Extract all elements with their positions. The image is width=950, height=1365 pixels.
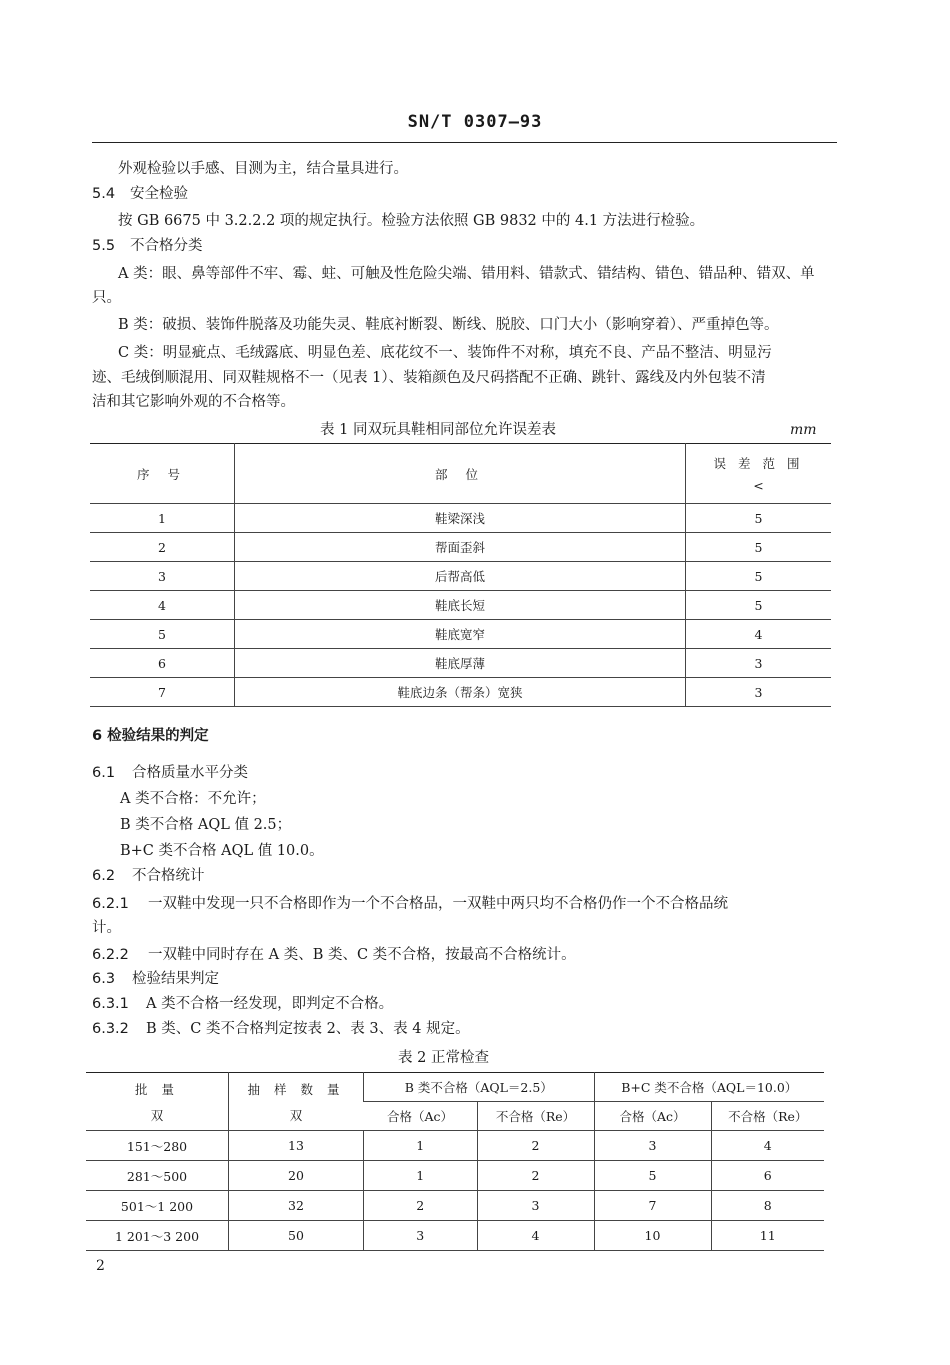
table2-header-b-ac: 合格（Ac） <box>364 1102 478 1131</box>
section-number: 6.2.2 <box>92 947 129 963</box>
table2-cell-bc-ac: 10 <box>594 1221 711 1251</box>
table1-cell-part: 鞋梁深浅 <box>235 504 686 533</box>
table1-cell-part: 鞋底长短 <box>235 591 686 620</box>
section-number: 6.1 <box>92 765 116 781</box>
table1-cell-index: 6 <box>90 649 235 678</box>
table2 <box>86 1072 824 1251</box>
table2-header-row <box>86 1073 824 1102</box>
table1-cell-tolerance: 5 <box>686 591 832 620</box>
section-number: 5.4 <box>92 186 116 202</box>
table1-row <box>90 678 831 707</box>
table1-header-tolerance <box>686 444 832 504</box>
table2-header-bc: B+C 类不合格（AQL＝10.0） <box>594 1073 824 1102</box>
table1-cell-part: 鞋底厚薄 <box>235 649 686 678</box>
table1-cell-index: 3 <box>90 562 235 591</box>
table1-caption: 表 1 同双玩具鞋相同部位允许误差表 <box>320 422 556 438</box>
table1-header-row <box>90 444 831 504</box>
table2-cell-bc-ac: 3 <box>594 1131 711 1161</box>
table2-cell-batch: 151～280 <box>86 1131 229 1161</box>
table1-cell-index: 2 <box>90 533 235 562</box>
table1-cell-part: 鞋底宽窄 <box>235 620 686 649</box>
table2-header-sample <box>229 1073 364 1131</box>
table2-header-b: B 类不合格（AQL＝2.5） <box>364 1073 595 1102</box>
table2-cell-b-re: 3 <box>477 1191 594 1221</box>
table2-cell-sample: 32 <box>229 1191 364 1221</box>
tolerance-symbol: < <box>753 478 764 493</box>
table2-header-batch <box>86 1073 229 1131</box>
section-number: 6.3.1 <box>92 996 129 1012</box>
section-heading: 6 检验结果的判定 <box>92 728 209 744</box>
table1-row <box>90 504 831 533</box>
table1-cell-index: 5 <box>90 620 235 649</box>
table2-header-bc-re: 不合格（Re） <box>711 1102 824 1131</box>
paragraph-line: 迹、毛绒倒顺混用、同双鞋规格不一（见表 1）、装箱颜色及尺码搭配不正确、跳针、露线及内外包装不清 <box>92 370 766 386</box>
table1-row <box>90 620 831 649</box>
table1-cell-index: 7 <box>90 678 235 707</box>
table1-cell-tolerance: 5 <box>686 504 832 533</box>
table1-row <box>90 533 831 562</box>
table2-cell-bc-re: 6 <box>711 1161 824 1191</box>
section-number: 6.3.2 <box>92 1021 129 1037</box>
section-number: 6.2 <box>92 868 116 884</box>
table2-header-b-re: 不合格（Re） <box>477 1102 594 1131</box>
paragraph-line: 计。 <box>92 920 121 936</box>
paragraph-line: 只。 <box>92 290 121 306</box>
table2-caption: 表 2 正常检查 <box>398 1050 489 1066</box>
tolerance-label: 误 差 范 围 <box>713 456 804 471</box>
table1-cell-index: 4 <box>90 591 235 620</box>
table1-unit: mm <box>790 422 817 438</box>
table1-header-index: 序 号 <box>90 444 235 504</box>
paragraph-line: B 类：破损、装饰件脱落及功能失灵、鞋底衬断裂、断线、脱胶、口门大小（影响穿着）、严重掉色等。 <box>118 317 779 333</box>
batch-label: 批 量 <box>135 1081 179 1097</box>
paragraph-line: A 类不合格：不允许； <box>120 791 266 807</box>
table1-cell-part: 帮面歪斜 <box>235 533 686 562</box>
table2-cell-bc-ac: 5 <box>594 1161 711 1191</box>
paragraph-line: 外观检验以手感、目测为主，结合量具进行。 <box>118 161 408 177</box>
paragraph-line: 洁和其它影响外观的不合格等。 <box>92 394 295 410</box>
paragraph-line: B 类、C 类不合格判定按表 2、表 3、表 4 规定。 <box>146 1021 470 1037</box>
table1-cell-tolerance: 3 <box>686 678 832 707</box>
table2-cell-b-re: 2 <box>477 1161 594 1191</box>
section-number: 5.5 <box>92 238 116 254</box>
table1 <box>90 443 831 707</box>
table1-cell-tolerance: 5 <box>686 562 832 591</box>
page-number: 2 <box>96 1258 105 1274</box>
paragraph-line: A 类不合格一经发现，即判定不合格。 <box>146 996 394 1012</box>
header-rule <box>92 142 837 143</box>
table2-cell-b-ac: 2 <box>364 1191 478 1221</box>
table1-cell-part: 后帮高低 <box>235 562 686 591</box>
sample-label: 抽 样 数 量 <box>247 1081 345 1097</box>
paragraph-line: 一双鞋中同时存在 A 类、B 类、C 类不合格，按最高不合格统计。 <box>148 947 576 963</box>
table2-cell-sample: 20 <box>229 1161 364 1191</box>
table2-cell-batch: 281～500 <box>86 1161 229 1191</box>
batch-unit: 双 <box>150 1107 164 1123</box>
section-number: 6.2.1 <box>92 896 129 912</box>
table2-row <box>86 1131 824 1161</box>
table2-cell-b-ac: 1 <box>364 1131 478 1161</box>
table1-row <box>90 562 831 591</box>
table2-body <box>86 1073 824 1251</box>
table2-cell-bc-re: 11 <box>711 1221 824 1251</box>
table2-cell-bc-re: 4 <box>711 1131 824 1161</box>
paragraph-line: 按 GB 6675 中 3.2.2.2 项的规定执行。检验方法依照 GB 9832 中的 4.1 方法进行检验。 <box>118 213 705 229</box>
standard-number-header: SN/T 0307—93 <box>407 112 543 132</box>
section-title: 合格质量水平分类 <box>132 765 248 781</box>
sample-unit: 双 <box>289 1107 303 1123</box>
table1-row <box>90 591 831 620</box>
table2-cell-b-re: 4 <box>477 1221 594 1251</box>
table1-cell-tolerance: 4 <box>686 620 832 649</box>
table2-cell-bc-ac: 7 <box>594 1191 711 1221</box>
table2-cell-sample: 50 <box>229 1221 364 1251</box>
paragraph-line: B 类不合格 AQL 值 2.5； <box>120 817 292 833</box>
table2-header-bc-ac: 合格（Ac） <box>594 1102 711 1131</box>
table2-row <box>86 1161 824 1191</box>
table2-cell-sample: 13 <box>229 1131 364 1161</box>
section-title: 安全检验 <box>130 186 188 202</box>
section-title: 检验结果判定 <box>132 971 219 987</box>
paragraph-line: B+C 类不合格 AQL 值 10.0。 <box>120 843 324 859</box>
table1-cell-tolerance: 3 <box>686 649 832 678</box>
table1-cell-tolerance: 5 <box>686 533 832 562</box>
table2-cell-batch: 1 201～3 200 <box>86 1221 229 1251</box>
table2-cell-b-ac: 1 <box>364 1161 478 1191</box>
table1-cell-index: 1 <box>90 504 235 533</box>
table1-header-part: 部 位 <box>235 444 686 504</box>
table1-cell-part: 鞋底边条（帮条）宽狭 <box>235 678 686 707</box>
paragraph-line: C 类：明显疵点、毛绒露底、明显色差、底花纹不一、装饰件不对称，填充不良、产品不整洁、明显污 <box>118 345 772 361</box>
table2-cell-b-ac: 3 <box>364 1221 478 1251</box>
table2-row <box>86 1221 824 1251</box>
table1-body <box>90 444 831 707</box>
table2-cell-b-re: 2 <box>477 1131 594 1161</box>
section-title: 不合格统计 <box>132 868 205 884</box>
table2-cell-bc-re: 8 <box>711 1191 824 1221</box>
section-title: 不合格分类 <box>130 238 203 254</box>
table2-cell-batch: 501～1 200 <box>86 1191 229 1221</box>
paragraph-line: 一双鞋中发现一只不合格即作为一个不合格品，一双鞋中两只均不合格仍作一个不合格品统 <box>148 896 728 912</box>
section-number: 6.3 <box>92 971 116 987</box>
table1-row <box>90 649 831 678</box>
paragraph-line: A 类：眼、鼻等部件不牢、霉、蛀、可触及性危险尖端、错用料、错款式、错结构、错色、错品种、错双、单 <box>118 266 815 282</box>
table2-row <box>86 1191 824 1221</box>
